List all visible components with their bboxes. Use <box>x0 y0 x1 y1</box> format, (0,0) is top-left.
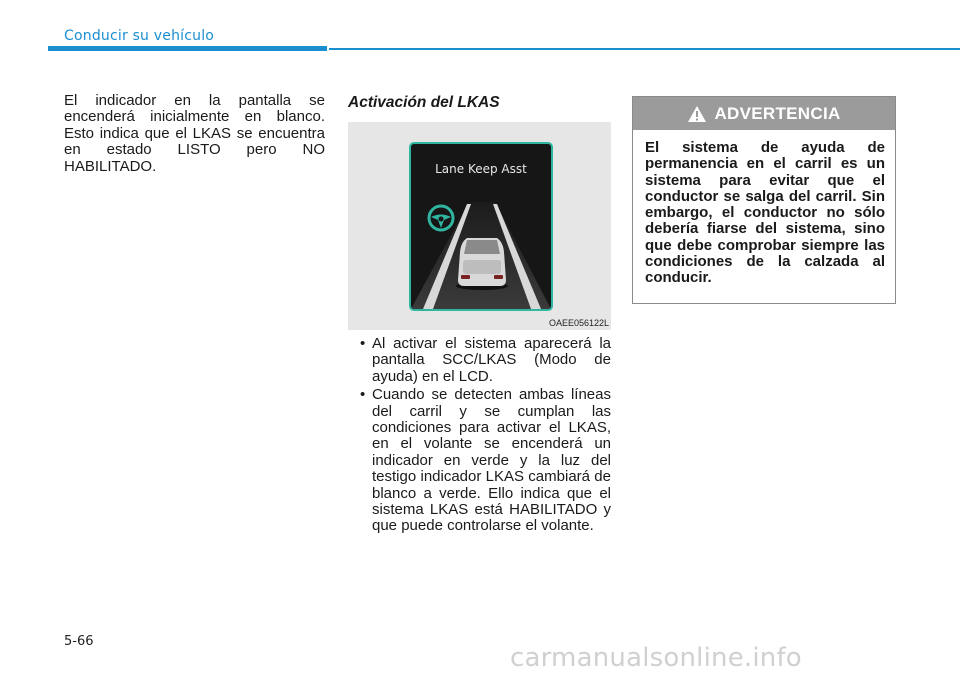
warning-text: El sistema de ayuda de permanencia en el carril es un sistema para evitar que el conductor se salga del carril. Sin embargo, el conductor no sólo debería fiarse del sistema, sino que debe comprobar siempre las condiciones de la calzada al conducir. <box>645 139 885 287</box>
list-item-text: Cuando se detecten ambas líneas del carril y se cumplan las condiciones para activar el LKAS, en el volante se encenderá un indicador en verde y la luz del testigo indicador LKAS cambiará de blanco a verde. Ello indica que el sistema LKAS está HABILITADO y que puede controlarse el volante. <box>372 386 611 535</box>
car-icon <box>456 238 508 290</box>
lkas-figure <box>348 122 611 330</box>
list-item-text: Al activar el sistema aparecerá la pantalla SCC/LKAS (Modo de ayuda) en el LCD. <box>372 335 611 385</box>
watermark: carmanualsonline.info <box>510 643 802 673</box>
bullet-list <box>360 336 611 537</box>
warning-title: ADVERTENCIA <box>714 103 841 123</box>
screen-title: Lane Keep Asst <box>435 162 527 176</box>
list-item <box>360 336 611 385</box>
subheading: Activación del LKAS <box>348 94 500 111</box>
bullet-icon: • <box>360 335 366 352</box>
list-item <box>360 387 611 535</box>
header-rule-thin <box>329 48 960 50</box>
warning-header <box>633 97 895 130</box>
warning-box <box>632 96 896 304</box>
warning-triangle-icon <box>687 105 707 123</box>
section-title: Conducir su vehículo <box>64 28 215 44</box>
cluster-display <box>409 142 553 311</box>
intro-paragraph: El indicador en la pantalla se encenderá inicialmente en blanco. Esto indica que el LKAS se encuentra en estado LISTO pero NO HABILITADO. <box>64 92 325 175</box>
bullet-icon: • <box>360 386 366 404</box>
header-rule-thick <box>48 46 327 51</box>
figure-code: OAEE056122L <box>548 318 609 328</box>
steering-wheel-icon <box>427 204 455 232</box>
page-number: 5-66 <box>64 634 94 649</box>
